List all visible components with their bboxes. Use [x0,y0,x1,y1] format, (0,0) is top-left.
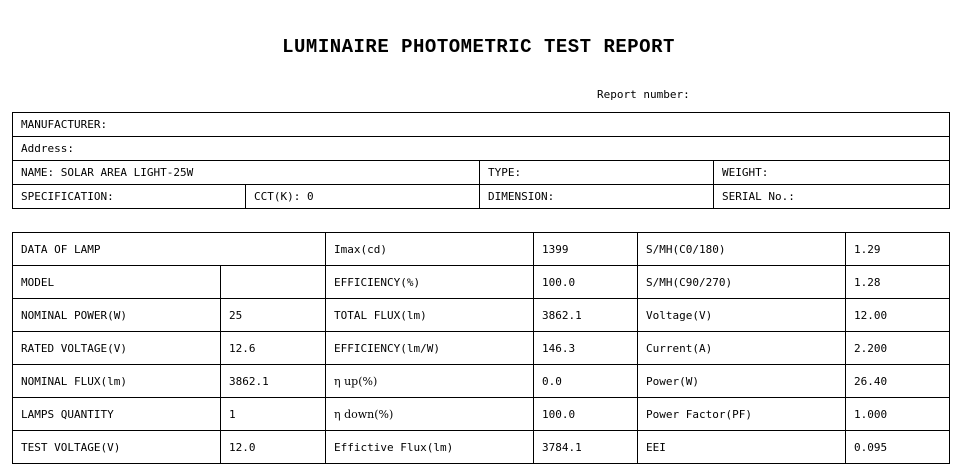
specification-field: SPECIFICATION: [13,185,246,209]
cell-label: S/MH(C0/180) [638,233,846,266]
cell-label: NOMINAL POWER(W) [13,299,221,332]
cell-label: Current(A) [638,332,846,365]
serial-field: SERIAL No.: [714,185,950,209]
info-row-name [13,161,950,185]
info-table [12,112,950,209]
cell-value: 100.0 [534,266,638,299]
report-number-label: Report number: [597,88,690,101]
cell-value: 1.000 [846,398,950,431]
cell-label: Power(W) [638,365,846,398]
cell-value: 26.40 [846,365,950,398]
data-row [13,398,950,431]
dimension-field: DIMENSION: [480,185,714,209]
cell-label: MODEL [13,266,221,299]
data-row [13,332,950,365]
cell-value [221,266,326,299]
info-row-address [13,137,950,161]
cell-value: 0.095 [846,431,950,464]
cell-value: 3862.1 [221,365,326,398]
data-row [13,299,950,332]
cell-label: Effictive Flux(lm) [326,431,534,464]
info-row-spec [13,185,950,209]
data-row [13,233,950,266]
name-field: NAME: SOLAR AREA LIGHT-25W [13,161,480,185]
cell-label: S/MH(C90/270) [638,266,846,299]
cell-value: 3784.1 [534,431,638,464]
cell-value: 1 [221,398,326,431]
cell-value: 1399 [534,233,638,266]
type-field: TYPE: [480,161,714,185]
data-row [13,365,950,398]
cell-label: EFFICIENCY(lm/W) [326,332,534,365]
cct-field: CCT(K): 0 [246,185,480,209]
cell-value: 12.6 [221,332,326,365]
report-title: LUMINAIRE PHOTOMETRIC TEST REPORT [282,36,675,58]
cell-value: 1.29 [846,233,950,266]
cell-label: TOTAL FLUX(lm) [326,299,534,332]
cell-label: Voltage(V) [638,299,846,332]
cell-label: EEI [638,431,846,464]
cell-label: NOMINAL FLUX(lm) [13,365,221,398]
cell-label: Imax(cd) [326,233,534,266]
cell-value: 0.0 [534,365,638,398]
weight-field: WEIGHT: [714,161,950,185]
cell-label: TEST VOLTAGE(V) [13,431,221,464]
cell-value: 25 [221,299,326,332]
cell-label: η up(%) [326,365,534,398]
cell-label: DATA OF LAMP [13,233,326,266]
cell-value: 12.00 [846,299,950,332]
cell-value: 146.3 [534,332,638,365]
manufacturer-field: MANUFACTURER: [13,113,950,137]
cell-label: Power Factor(PF) [638,398,846,431]
cell-label: LAMPS QUANTITY [13,398,221,431]
cell-label: EFFICIENCY(%) [326,266,534,299]
cell-value: 100.0 [534,398,638,431]
cell-label: RATED VOLTAGE(V) [13,332,221,365]
cell-value: 3862.1 [534,299,638,332]
data-row [13,431,950,464]
cell-label: η down(%) [326,398,534,431]
cell-value: 12.0 [221,431,326,464]
cell-value: 2.200 [846,332,950,365]
cell-value: 1.28 [846,266,950,299]
data-row [13,266,950,299]
photometric-data-table [12,232,950,464]
info-row-manufacturer [13,113,950,137]
address-field: Address: [13,137,950,161]
